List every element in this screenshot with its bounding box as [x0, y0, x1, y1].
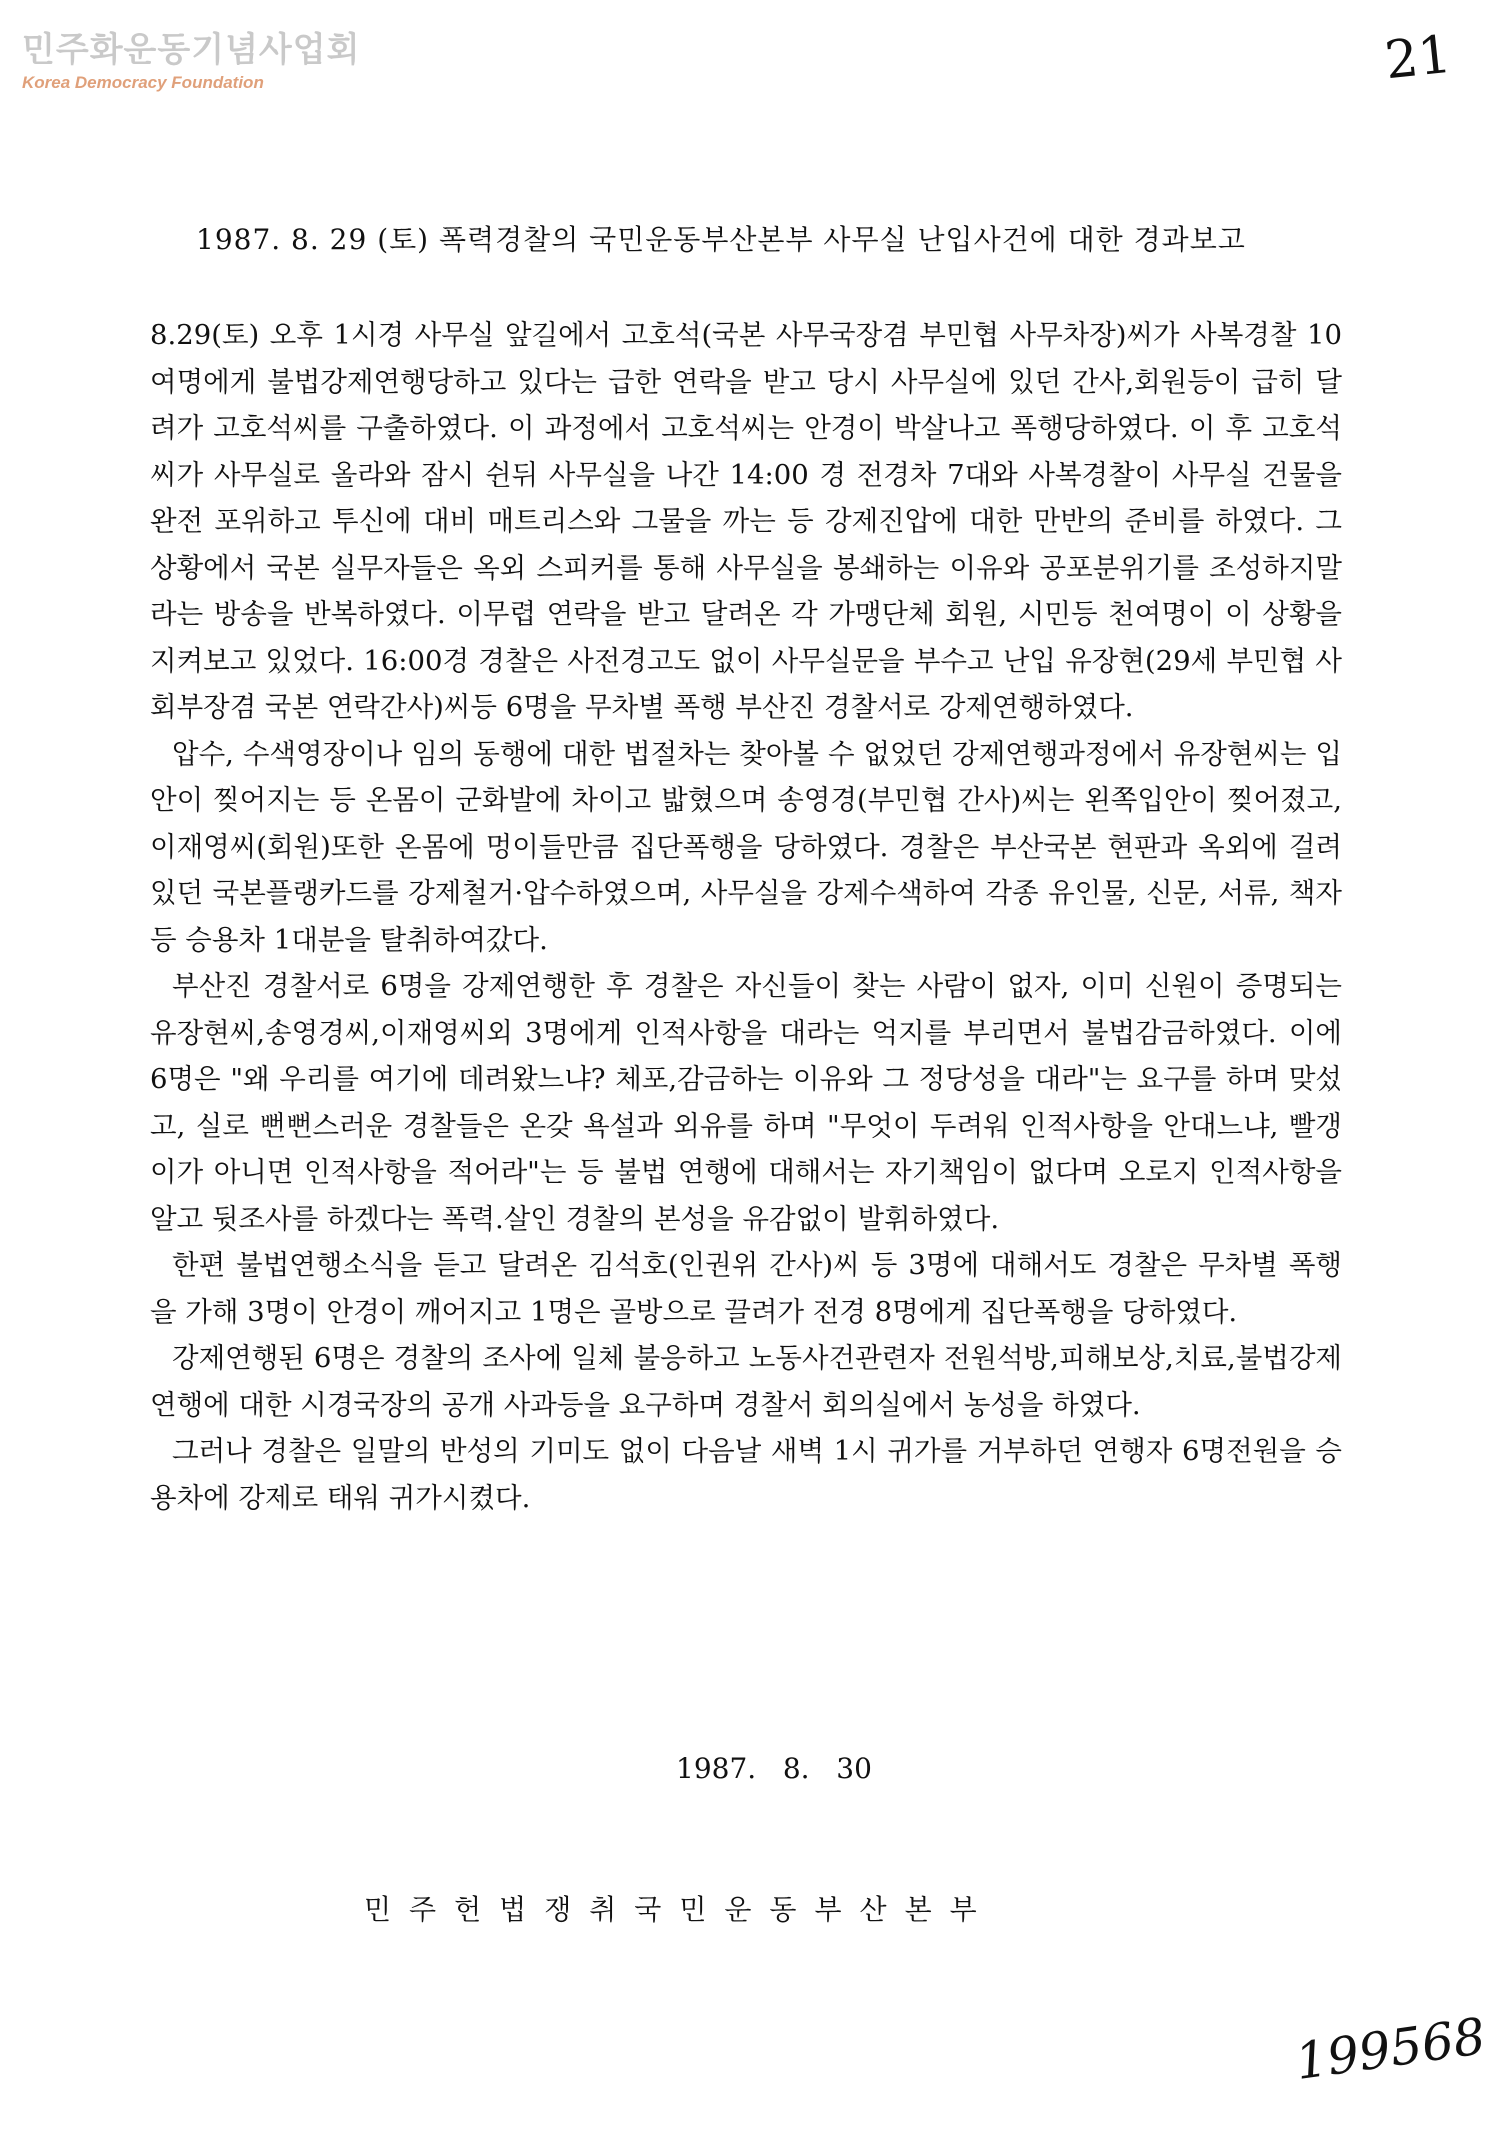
paragraph-1: 8.29(토) 오후 1시경 사무실 앞길에서 고호석(국본 사무국장겸 부민협 사무차장)씨가 사복경찰 10여명에게 불법강제연행당하고 있다는 급한 연락을 받고 당시 사무실에 있던 간사,회원등이 급히 달려가 고호석씨를 구출하였다. 이 과정에서 고호석씨는 안경이 박살나고 폭행당하였다. 이 후 고호석씨가 사무실로 올라와 잠시 쉰뒤 사무실을 나간 14:00 경 전경차 7대와 사복경찰이 사무실 건물을 완전 포위하고 투신에 대비 매트리스와 그물을 까는 등 강제진압에 대한 만반의 준비를 하였다. 그 상황에서 국본 실무자들은 옥외 스피커를 통해 사무실을 봉쇄하는 이유와 공포분위기를 조성하지말라는 방송을 반복하였다. 이무렵 연락을 받고 달려온 각 가맹단체 회원, 시민등 천여명이 이 상황을 지켜보고 있었다. 16:00경 경찰은 사전경고도 없이 사무실문을 부수고 난입 유장현(29세 부민협 사회부장겸 국본 연락간사)씨등 6명을 무차별 폭행 부산진 경찰서로 강제연행하였다.: [150, 319, 1342, 723]
handwritten-archive-number: 199568: [1291, 2006, 1489, 2091]
paragraph-6: 그러나 경찰은 일말의 반성의 기미도 없이 다음날 새벽 1시 귀가를 거부하던 연행자 6명전원을 승용차에 강제로 태워 귀가시켰다.: [150, 1435, 1342, 1514]
paragraph-4: 한편 불법연행소식을 듣고 달려온 김석호(인권위 간사)씨 등 3명에 대해서도 경찰은 무차별 폭행을 가해 3명이 안경이 깨어지고 1명은 골방으로 끌려가 전경 8명에게 집단폭행을 당하였다.: [150, 1249, 1342, 1328]
issuing-organization: 민주헌법쟁취국민운동부산본부: [364, 1893, 995, 1926]
report-body: [150, 312, 1342, 1521]
handwritten-page-mark: 21: [1382, 24, 1455, 92]
watermark-english: Korea Democracy Foundation: [22, 73, 264, 92]
document-date: 1987. 8. 30: [676, 1752, 872, 1785]
paragraph-5: 강제연행된 6명은 경찰의 조사에 일체 불응하고 노동사건관련자 전원석방,피해보상,치료,불법강제연행에 대한 시경국장의 공개 사과등을 요구하며 경찰서 회의실에서 농성을 하였다.: [150, 1342, 1342, 1421]
watermark-logo: [22, 22, 360, 93]
document-title: 1987. 8. 29 (토) 폭력경찰의 국민운동부산본부 사무실 난입사건에 대한 경과보고: [196, 223, 1246, 256]
watermark-korean: 민주화운동기념사업회: [22, 30, 361, 70]
paragraph-2: 압수, 수색영장이나 임의 동행에 대한 법절차는 찾아볼 수 없었던 강제연행과정에서 유장현씨는 입안이 찢어지는 등 온몸이 군화발에 차이고 밟혔으며 송영경(부민협 간사)씨는 왼쪽입안이 찢어졌고, 이재영씨(회원)또한 온몸에 멍이들만큼 집단폭행을 당하였다. 경찰은 부산국본 현판과 옥외에 걸려있던 국본플랭카드를 강제철거·압수하였으며, 사무실을 강제수색하여 각종 유인물, 신문, 서류, 책자 등 승용차 1대분을 탈취하여갔다.: [150, 737, 1342, 956]
paragraph-3: 부산진 경찰서로 6명을 강제연행한 후 경찰은 자신들이 찾는 사람이 없자, 이미 신원이 증명되는 유장현씨,송영경씨,이재영씨외 3명에게 인적사항을 대라는 억지를 부리면서 불법감금하였다. 이에 6명은 "왜 우리를 여기에 데려왔느냐? 체포,감금하는 이유와 그 정당성을 대라"는 요구를 하며 맞섰고, 실로 뻔뻔스러운 경찰들은 온갖 욕설과 외유를 하며 "무엇이 두려워 인적사항을 안대느냐, 빨갱이가 아니면 인적사항을 적어라"는 등 불법 연행에 대해서는 자기책임이 없다며 오로지 인적사항을 알고 뒷조사를 하겠다는 폭력.살인 경찰의 본성을 유감없이 발휘하였다.: [150, 970, 1342, 1235]
